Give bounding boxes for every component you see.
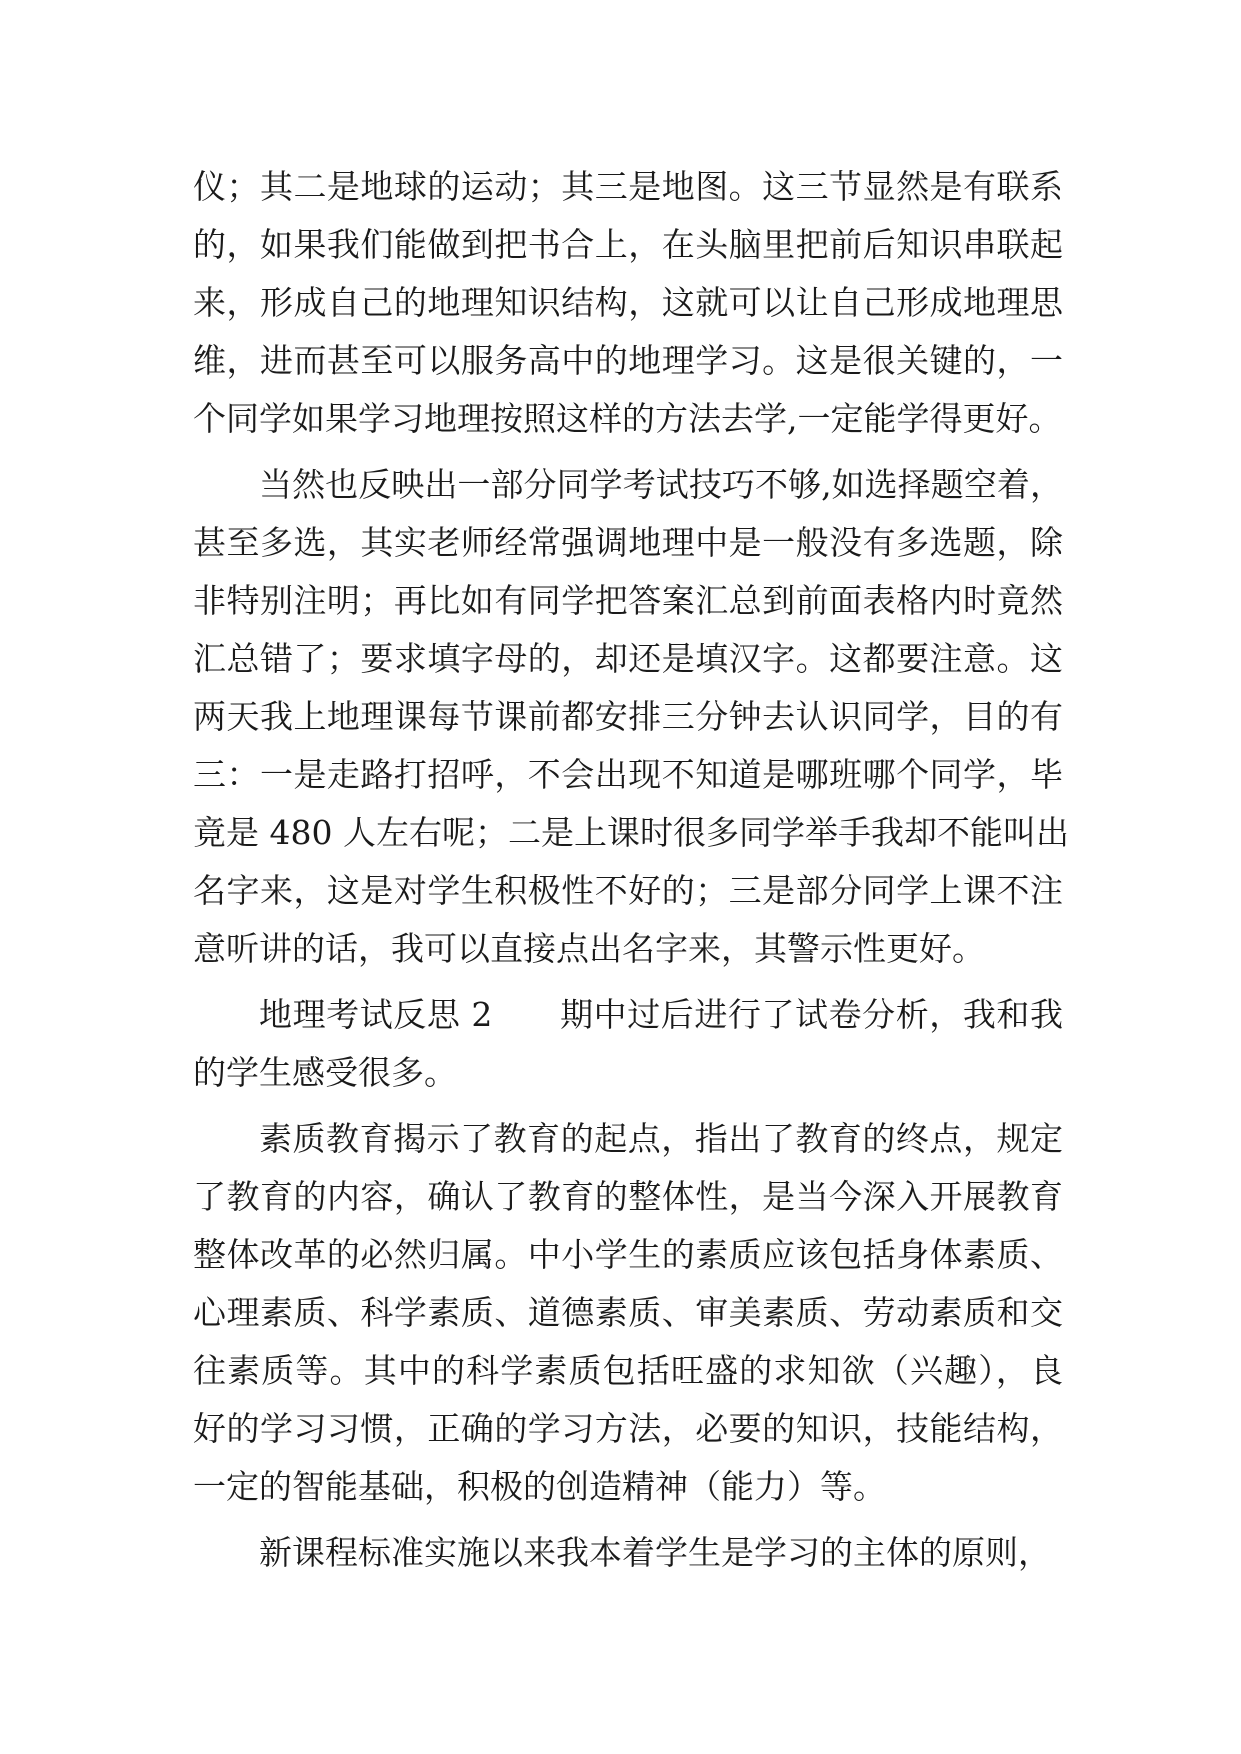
paragraph: [193, 986, 1063, 1102]
text-line: 非特别注明；再比如有同学把答案汇总到前面表格内时竟然: [193, 581, 1063, 620]
text-line: 维，进而甚至可以服务高中的地理学习。这是很关键的，一: [193, 341, 1063, 380]
text-line: 素质教育揭示了教育的起点，指出了教育的终点，规定: [259, 1119, 1063, 1158]
text-line: 甚至多选，其实老师经常强调地理中是一般没有多选题，除: [193, 523, 1063, 562]
text-line: 的，如果我们能做到把书合上，在头脑里把前后知识串联起: [193, 225, 1063, 264]
text-line: 心理素质、科学素质、道德素质、审美素质、劳动素质和交: [193, 1293, 1063, 1332]
text-line: 新课程标准实施以来我本着学生是学习的主体的原则，: [259, 1533, 1051, 1572]
text-line: 一定的智能基础，积极的创造精神（能力）等。: [193, 1467, 886, 1506]
text-line: 来，形成自己的地理知识结构，这就可以让自己形成地理思: [193, 283, 1063, 322]
paragraph: [193, 1524, 1063, 1582]
text-line: 名字来，这是对学生积极性不好的；三是部分同学上课不注: [193, 871, 1063, 910]
text-line: 个同学如果学习地理按照这样的方法去学,一定能学得更好。: [193, 399, 1062, 438]
text-line: 整体改革的必然归属。中小学生的素质应该包括身体素质、: [193, 1235, 1063, 1274]
paragraph: [193, 158, 1063, 448]
text-line: 的学生感受很多。: [193, 1053, 457, 1092]
paragraph: [193, 1110, 1063, 1516]
text-line: 意听讲的话，我可以直接点出名字来，其警示性更好。: [193, 929, 985, 968]
text-line: 往素质等。其中的科学素质包括旺盛的求知欲（兴趣），良: [193, 1351, 1063, 1390]
text-line: 了教育的内容，确认了教育的整体性，是当今深入开展教育: [193, 1177, 1063, 1216]
document-body: [193, 158, 1069, 1582]
text-line: 竟是 480 人左右呢；二是上课时很多同学举手我却不能叫出: [193, 813, 1069, 852]
section-heading-line: 地理考试反思 2 期中过后进行了试卷分析，我和我: [259, 995, 1063, 1034]
text-line: 好的学习习惯，正确的学习方法，必要的知识，技能结构，: [193, 1409, 1063, 1448]
text-line: 三：一是走路打招呼，不会出现不知道是哪班哪个同学，毕: [193, 755, 1063, 794]
text-line: 当然也反映出一部分同学考试技巧不够,如选择题空着，: [259, 465, 1063, 504]
text-line: 仪；其二是地球的运动；其三是地图。这三节显然是有联系: [193, 167, 1063, 206]
text-line: 两天我上地理课每节课前都安排三分钟去认识同学，目的有: [193, 697, 1063, 736]
paragraph: [193, 456, 1069, 978]
text-line: 汇总错了；要求填字母的，却还是填汉字。这都要注意。这: [193, 639, 1063, 678]
